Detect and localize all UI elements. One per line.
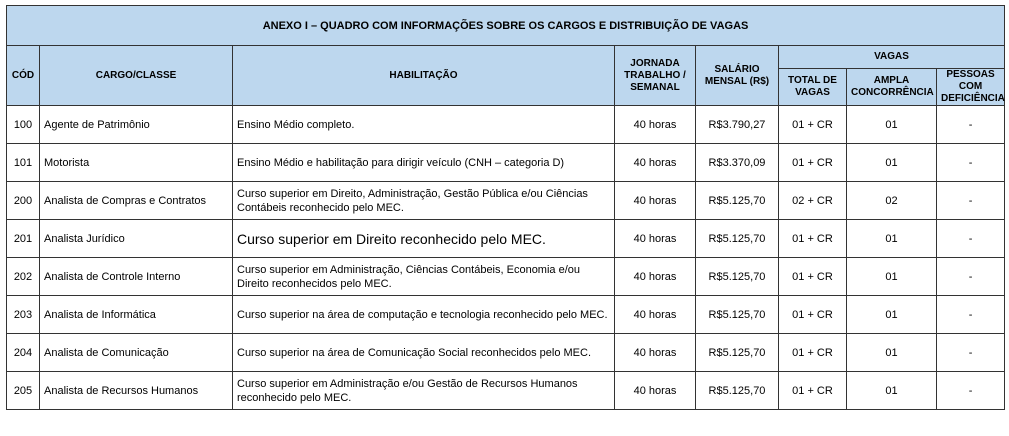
cell-ampla: 01 bbox=[847, 144, 937, 182]
cell-habilitacao: Curso superior em Direito, Administração, Gestão Pública e/ou Ciências Contábeis reconhecido pelo MEC. bbox=[233, 182, 615, 220]
cell-salario: R$5.125,70 bbox=[696, 182, 779, 220]
cell-cod: 203 bbox=[7, 296, 40, 334]
cell-jornada: 40 horas bbox=[615, 220, 696, 258]
cell-ampla: 02 bbox=[847, 182, 937, 220]
cell-jornada: 40 horas bbox=[615, 296, 696, 334]
table-row bbox=[7, 258, 1005, 296]
cell-pcd: - bbox=[937, 296, 1005, 334]
cell-cod: 204 bbox=[7, 334, 40, 372]
cell-cargo: Agente de Patrimônio bbox=[40, 106, 233, 144]
cell-pcd: - bbox=[937, 106, 1005, 144]
header-jornada: JORNADA TRABALHO / SEMANAL bbox=[615, 46, 696, 106]
header-pcd: PESSOAS COM DEFICIÊNCIA bbox=[937, 69, 1005, 106]
table-row bbox=[7, 296, 1005, 334]
cell-pcd: - bbox=[937, 220, 1005, 258]
cell-cod: 202 bbox=[7, 258, 40, 296]
table-row bbox=[7, 144, 1005, 182]
cell-habilitacao: Curso superior em Administração, Ciências Contábeis, Economia e/ou Direito reconhecidos pelo MEC. bbox=[233, 258, 615, 296]
cell-cargo: Analista de Comunicação bbox=[40, 334, 233, 372]
cell-ampla: 01 bbox=[847, 258, 937, 296]
cell-ampla: 01 bbox=[847, 106, 937, 144]
cell-ampla: 01 bbox=[847, 220, 937, 258]
header-habilitacao: HABILITAÇÃO bbox=[233, 46, 615, 106]
cell-cod: 200 bbox=[7, 182, 40, 220]
cell-total: 01 + CR bbox=[779, 296, 847, 334]
cell-cargo: Analista de Controle Interno bbox=[40, 258, 233, 296]
cell-habilitacao: Ensino Médio e habilitação para dirigir veículo (CNH – categoria D) bbox=[233, 144, 615, 182]
cell-cod: 101 bbox=[7, 144, 40, 182]
cell-habilitacao: Curso superior em Administração e/ou Gestão de Recursos Humanos reconhecido pelo MEC. bbox=[233, 372, 615, 410]
cell-cod: 205 bbox=[7, 372, 40, 410]
table-row bbox=[7, 334, 1005, 372]
cell-pcd: - bbox=[937, 258, 1005, 296]
cell-pcd: - bbox=[937, 372, 1005, 410]
cell-pcd: - bbox=[937, 334, 1005, 372]
cell-total: 01 + CR bbox=[779, 334, 847, 372]
header-ampla: AMPLA CONCORRÊNCIA bbox=[847, 69, 937, 106]
cell-pcd: - bbox=[937, 144, 1005, 182]
header-cargo: CARGO/CLASSE bbox=[40, 46, 233, 106]
table-row bbox=[7, 182, 1005, 220]
cell-total: 02 + CR bbox=[779, 182, 847, 220]
cell-total: 01 + CR bbox=[779, 144, 847, 182]
cell-total: 01 + CR bbox=[779, 258, 847, 296]
cell-jornada: 40 horas bbox=[615, 372, 696, 410]
cell-salario: R$5.125,70 bbox=[696, 258, 779, 296]
cell-habilitacao: Curso superior em Direito reconhecido pelo MEC. bbox=[233, 220, 615, 258]
cell-cargo: Analista Jurídico bbox=[40, 220, 233, 258]
cell-salario: R$3.790,27 bbox=[696, 106, 779, 144]
cell-salario: R$5.125,70 bbox=[696, 334, 779, 372]
cell-total: 01 + CR bbox=[779, 106, 847, 144]
header-total: TOTAL DE VAGAS bbox=[779, 69, 847, 106]
header-cod: CÓD bbox=[7, 46, 40, 106]
cell-jornada: 40 horas bbox=[615, 334, 696, 372]
cell-cargo: Analista de Recursos Humanos bbox=[40, 372, 233, 410]
cell-total: 01 + CR bbox=[779, 372, 847, 410]
cell-jornada: 40 horas bbox=[615, 258, 696, 296]
cell-cod: 201 bbox=[7, 220, 40, 258]
cell-habilitacao: Curso superior na área de computação e tecnologia reconhecido pelo MEC. bbox=[233, 296, 615, 334]
cell-jornada: 40 horas bbox=[615, 106, 696, 144]
table-row bbox=[7, 220, 1005, 258]
table-row bbox=[7, 106, 1005, 144]
header-salario: SALÁRIO MENSAL (R$) bbox=[696, 46, 779, 106]
cell-habilitacao: Curso superior na área de Comunicação Social reconhecidos pelo MEC. bbox=[233, 334, 615, 372]
header-vagas: VAGAS bbox=[779, 46, 1005, 69]
cell-cargo: Analista de Compras e Contratos bbox=[40, 182, 233, 220]
table-row bbox=[7, 372, 1005, 410]
cell-jornada: 40 horas bbox=[615, 144, 696, 182]
cell-total: 01 + CR bbox=[779, 220, 847, 258]
cell-ampla: 01 bbox=[847, 334, 937, 372]
cell-cod: 100 bbox=[7, 106, 40, 144]
cell-habilitacao: Ensino Médio completo. bbox=[233, 106, 615, 144]
table-title: ANEXO I – QUADRO COM INFORMAÇÕES SOBRE OS CARGOS E DISTRIBUIÇÃO DE VAGAS bbox=[7, 6, 1005, 46]
vacancies-table bbox=[6, 5, 1005, 410]
cell-ampla: 01 bbox=[847, 296, 937, 334]
cell-salario: R$5.125,70 bbox=[696, 220, 779, 258]
cell-pcd: - bbox=[937, 182, 1005, 220]
cell-cargo: Analista de Informática bbox=[40, 296, 233, 334]
cell-salario: R$5.125,70 bbox=[696, 372, 779, 410]
cell-ampla: 01 bbox=[847, 372, 937, 410]
cell-salario: R$3.370,09 bbox=[696, 144, 779, 182]
cell-salario: R$5.125,70 bbox=[696, 296, 779, 334]
cell-cargo: Motorista bbox=[40, 144, 233, 182]
cell-jornada: 40 horas bbox=[615, 182, 696, 220]
